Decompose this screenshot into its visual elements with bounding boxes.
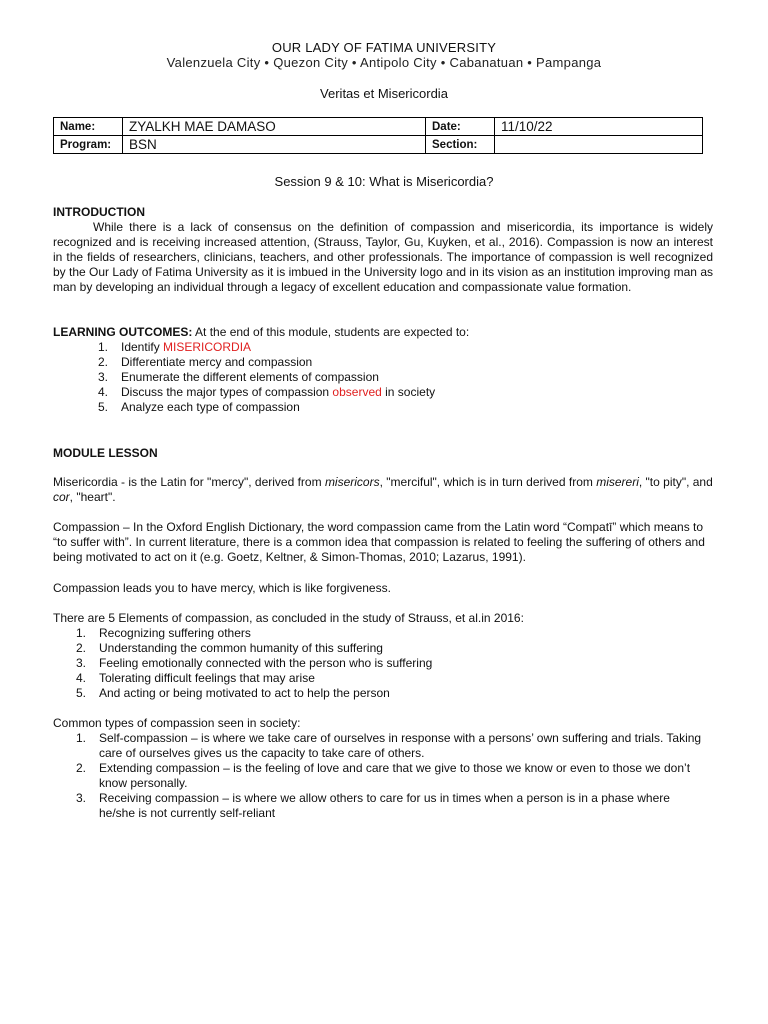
list-item: 4. Discuss the major types of compassion observed in society [98, 385, 436, 399]
list-item: 2. Differentiate mercy and compassion [98, 355, 313, 369]
learning-outcomes-line [53, 325, 713, 340]
program-value: BSN [123, 136, 426, 154]
types-list [76, 731, 706, 821]
list-item: 2. Understanding the common humanity of this suffering [76, 641, 383, 655]
types-intro: Common types of compassion seen in society: [53, 716, 301, 730]
university-name: OUR LADY OF FATIMA UNIVERSITY [271, 40, 497, 55]
name-value: ZYALKH MAE DAMASO [123, 118, 426, 136]
list-item: 1. Self-compassion – is where we take care of ourselves in response with a persons’ own suffering and trials. Taking care of ourselves gives us the capacity to take care of others. [76, 731, 702, 760]
introduction-text: While there is a lack of consensus on the definition of compassion and misericordia, its importance is widely recognized and is receiving increased attention, (Strauss, Taylor, Gu, Kuyken, et al., 2016). Compassion is now an interest in the fields of researchers, clinicians, teachers, and other professionals. The importance of compassion is well recognized by the Our Lady of Fatima University as it is imbued in the University logo and in its vision as an institution improving man as man by developing an individual through a legacy of excellent education and compassionate value formation. [53, 220, 713, 294]
list-item: 3. Enumerate the different elements of compassion [98, 370, 379, 384]
name-label: Name: [54, 118, 123, 136]
misericordia-definition: Misericordia - is the Latin for "mercy", derived from misericors, "merciful", which is in turn derived from misereri, "to pity", and cor, "heart". [53, 475, 713, 504]
module-lesson-heading: MODULE LESSON [53, 446, 158, 460]
introduction-heading: INTRODUCTION [53, 205, 145, 219]
university-motto: Veritas et Misericordia [320, 86, 448, 101]
list-item: 1. Recognizing suffering others [76, 626, 251, 640]
mercy-line: Compassion leads you to have mercy, which is like forgiveness. [53, 581, 391, 595]
section-label: Section: [426, 136, 495, 154]
date-value: 11/10/22 [495, 118, 703, 136]
list-item: 5. Analyze each type of compassion [98, 400, 300, 414]
learning-outcomes-intro: At the end of this module, students are expected to: [192, 325, 470, 339]
list-item: 1. Identify MISERICORDIA [98, 340, 252, 354]
program-label: Program: [54, 136, 123, 154]
section-value [495, 136, 703, 154]
list-item: 3. Feeling emotionally connected with the person who is suffering [76, 656, 433, 670]
learning-outcomes-heading: LEARNING OUTCOMES: [53, 325, 193, 339]
learning-outcomes-list [98, 340, 435, 415]
compassion-definition: Compassion – In the Oxford English Dictionary, the word compassion came from the Latin word “Compatī” which means to “to suffer with”. In current literature, there is a common idea that compassion is related to feeling the suffering of others and being motivated to act on it (e.g. Goetz, Keltner, & Simon-Thomas, 2010; Lazarus, 1991). [53, 520, 705, 564]
list-item: 2. Extending compassion – is the feeling of love and care that we give to those we know or even to those we don’t know personally. [76, 761, 691, 790]
student-info-table [53, 117, 703, 154]
campus-list: Valenzuela City • Quezon City • Antipolo City • Cabanatuan • Pampanga [166, 55, 602, 70]
session-title: Session 9 & 10: What is Misericordia? [274, 174, 494, 189]
list-item: 3. Receiving compassion – is where we allow others to care for us in times when a person is in a phase where he/she is not currently self-reliant [76, 791, 670, 820]
list-item: 5. And acting or being motivated to act to help the person [76, 686, 390, 700]
elements-intro: There are 5 Elements of compassion, as concluded in the study of Strauss, et al.in 2016: [53, 611, 524, 625]
elements-list [76, 626, 432, 701]
date-label: Date: [426, 118, 495, 136]
list-item: 4. Tolerating difficult feelings that may arise [76, 671, 315, 685]
